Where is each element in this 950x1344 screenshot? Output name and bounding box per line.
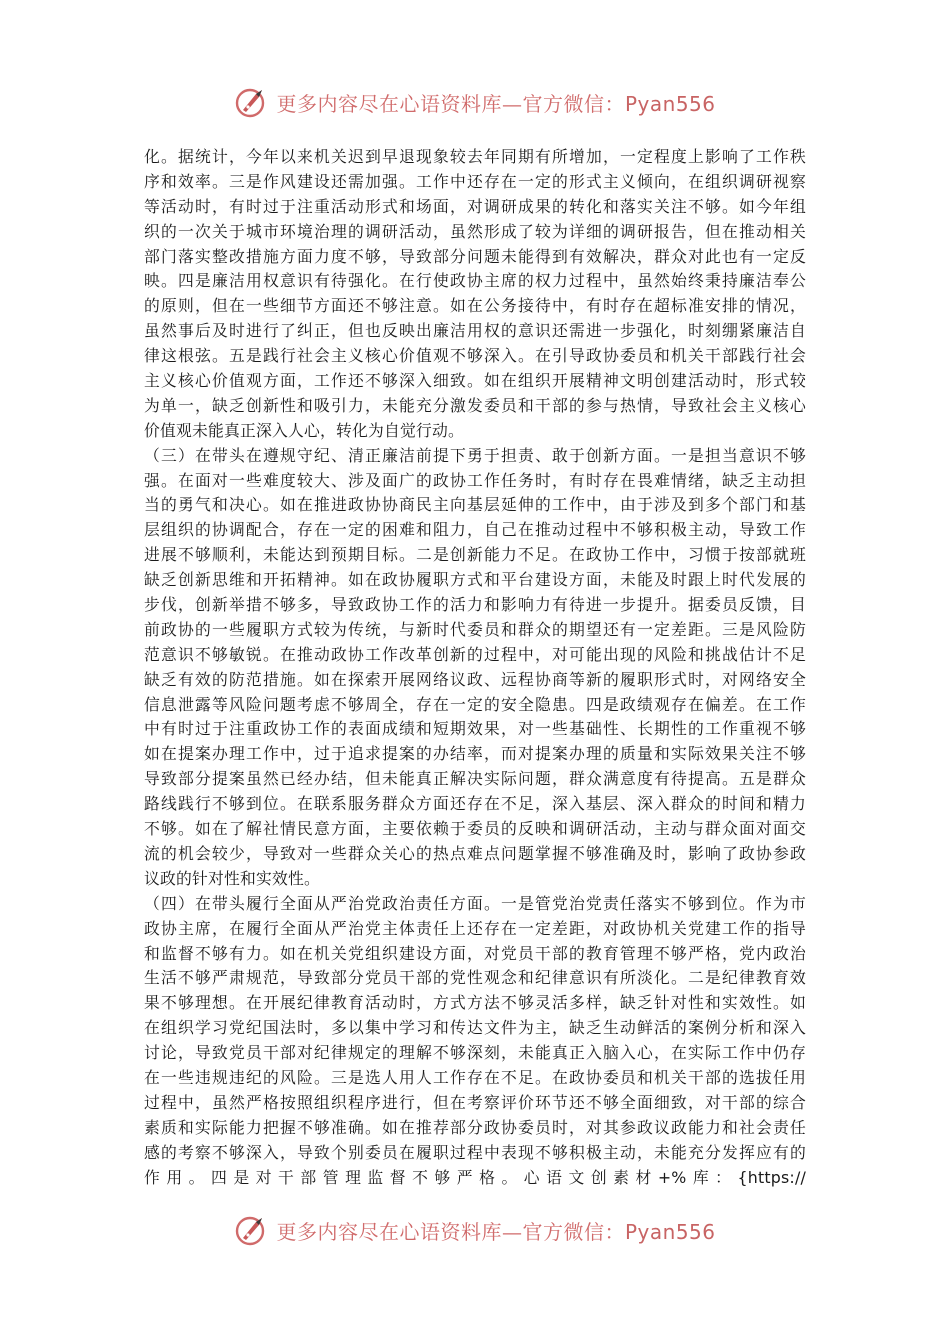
text-line: 为单一，缺乏创新性和吸引力，未能充分激发委员和干部的参与热情，导致社会主义核心 — [144, 395, 806, 415]
text-line: 的原则，但在一些细节方面还不够注意。如在公务接待中，有时存在超标准安排的情况， — [144, 296, 806, 316]
document-body — [144, 145, 806, 1190]
text-line: 过程中，虽然严格按照组织程序进行，但在考察评价环节还不够全面细致，对干部的综合 — [144, 1092, 806, 1112]
text-line: 范意识不够敏锐。在推动政协工作改革创新的过程中，对可能出现的风险和挑战估计不足 — [144, 644, 806, 664]
header-wechat-id: Pyan556 — [624, 91, 716, 116]
text-line: 和监督不够有力。如在机关党组织建设方面，对党员干部的教育管理不够严格，党内政治 — [144, 943, 806, 963]
text-line: 作用。四是对干部管理监督不够严格。心语文创素材+%库：{https:// — [144, 1167, 806, 1187]
text-line: 强。在面对一些难度较大、涉及面广的政协工作任务时，有时存在畏难情绪，缺乏主动担 — [144, 470, 806, 490]
text-line: 感的考察不够深入，导致个别委员在履职过程中表现不够积极主动，未能充分发挥应有的 — [144, 1142, 806, 1162]
text-line: 虽然事后及时进行了纠正，但也反映出廉洁用权的意识还需进一步强化，时刻绷紧廉洁自 — [144, 321, 806, 341]
header-banner — [0, 80, 950, 124]
text-line: 素质和实际能力把握不够准确。如在推荐部分政协委员时，对其参政议政能力和社会责任 — [144, 1117, 806, 1137]
header-banner-text: 更多内容尽在心语资料库—官方微信： — [276, 91, 625, 116]
footer-wechat-id: Pyan556 — [624, 1219, 716, 1244]
text-line: 缺乏有效的防范措施。如在探索开展网络议政、远程协商等新的履职形式时，对网络安全 — [144, 669, 806, 689]
text-line: 律这根弦。五是践行社会主义核心价值观不够深入。在引导政协委员和机关干部践行社会 — [144, 346, 806, 366]
text-line: 信息泄露等风险问题考虑不够周全，存在一定的安全隐患。四是政绩观存在偏差。在工作 — [144, 694, 806, 714]
text-line: 主义核心价值观方面，工作还不够深入细致。如在组织开展精神文明创建活动时，形式较 — [144, 371, 806, 391]
text-line: 缺乏创新思维和开拓精神。如在政协履职方式和平台建设方面，未能及时跟上时代发展的 — [144, 570, 806, 590]
text-line: （三）在带头在遵规守纪、清正廉洁前提下勇于担责、敢于创新方面。一是担当意识不够 — [144, 445, 806, 465]
text-line: 流的机会较少，导致对一些群众关心的热点难点问题掌握不够准确及时，影响了政协参政 — [144, 843, 806, 863]
text-line: 织的一次关于城市环境治理的调研活动，虽然形成了较为详细的调研报告，但在推动相关 — [144, 221, 806, 241]
pen-nib-circle-icon — [234, 84, 270, 120]
pen-nib-circle-icon — [234, 1212, 270, 1248]
text-line: 生活不够严肃规范，导致部分党员干部的党性观念和纪律意识有所淡化。二是纪律教育效 — [144, 968, 806, 988]
text-line: 议政的针对性和实效性。 — [144, 868, 320, 888]
text-line: 部门落实整改措施方面力度不够，导致部分问题未能得到有效解决，群众对此也有一定反 — [144, 246, 806, 266]
text-line: 价值观未能真正深入人心，转化为自觉行动。 — [144, 420, 464, 440]
text-line: 在组织学习党纪国法时，多以集中学习和传达文件为主，缺乏生动鲜活的案例分析和深入 — [144, 1018, 806, 1038]
text-line: 如在提案办理工作中，过于追求提案的办结率，而对提案办理的质量和实际效果关注不够 — [144, 744, 806, 764]
text-line: 中有时过于注重政协工作的表面成绩和短期效果，对一些基础性、长期性的工作重视不够 — [144, 719, 806, 739]
text-line: 等活动时，有时过于注重活动形式和场面，对调研成果的转化和落实关注不够。如今年组 — [144, 196, 806, 216]
footer-banner — [0, 1208, 950, 1252]
text-line: 当的勇气和决心。如在推进政协协商民主向基层延伸的工作中，由于涉及到多个部门和基 — [144, 495, 806, 515]
text-line: 化。据统计，今年以来机关迟到早退现象较去年同期有所增加，一定程度上影响了工作秩 — [144, 147, 806, 166]
text-line: 导致部分提案虽然已经办结，但未能真正解决实际问题，群众满意度有待提高。五是群众 — [144, 769, 806, 789]
text-line: 在一些违规违纪的风险。三是选人用人工作存在不足。在政协委员和机关干部的选拔任用 — [144, 1067, 806, 1087]
text-line: 序和效率。三是作风建设还需加强。工作中还存在一定的形式主义倾向，在组织调研视察 — [144, 171, 806, 191]
text-line: 讨论，导致党员干部对纪律规定的理解不够深刻，未能真正入脑入心，在实际工作中仍存 — [144, 1043, 806, 1063]
text-line: 不够。如在了解社情民意方面，主要依赖于委员的反映和调研活动，主动与群众面对面交 — [144, 819, 806, 839]
text-line: （四）在带头履行全面从严治党政治责任方面。一是管党治党责任落实不够到位。作为市 — [144, 893, 806, 913]
text-line: 政协主席，在履行全面从严治党主体责任上还存在一定差距，对政协机关党建工作的指导 — [144, 918, 806, 938]
text-line: 步伐，创新举措不够多，导致政协工作的活力和影响力有待进一步提升。据委员反馈，目 — [144, 595, 806, 615]
text-line: 果不够理想。在开展纪律教育活动时，方式方法不够灵活多样，缺乏针对性和实效性。如 — [144, 993, 806, 1013]
text-line: 路线践行不够到位。在联系服务群众方面还存在不足，深入基层、深入群众的时间和精力 — [144, 794, 806, 814]
text-line: 进展不够顺利，未能达到预期目标。二是创新能力不足。在政协工作中，习惯于按部就班 — [144, 545, 806, 565]
text-line: 前政协的一些履职方式较为传统，与新时代委员和群众的期望还有一定差距。三是风险防 — [144, 619, 806, 639]
footer-banner-text: 更多内容尽在心语资料库—官方微信： — [276, 1219, 625, 1244]
text-line: 映。四是廉洁用权意识有待强化。在行使政协主席的权力过程中，虽然始终秉持廉洁奉公 — [144, 271, 806, 291]
text-line: 层组织的协调配合，存在一定的困难和阻力，自己在推动过程中不够积极主动，导致工作 — [144, 520, 806, 540]
